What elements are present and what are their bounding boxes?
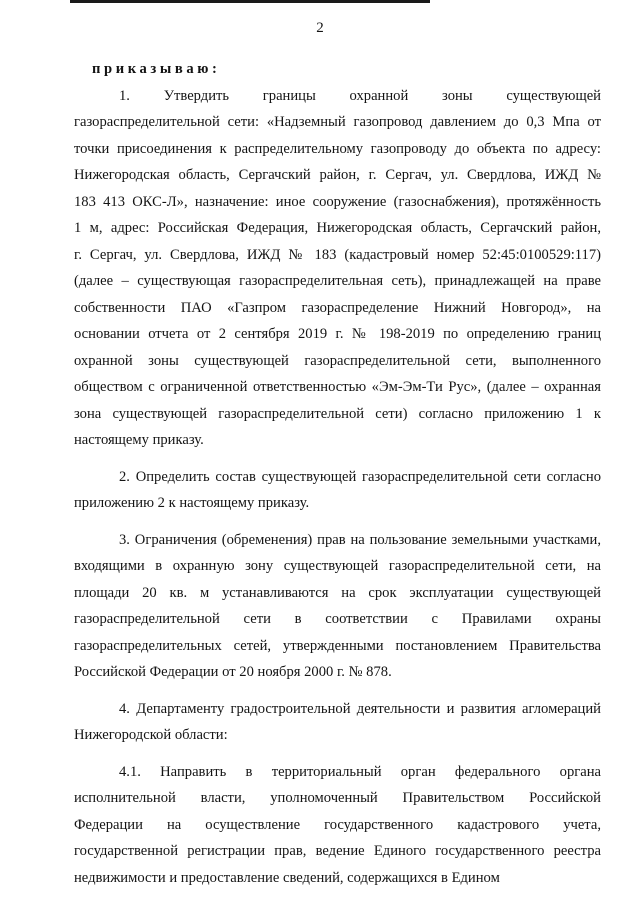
text-line: исполнительной власти, уполномоченный Правительством Российской [74,790,601,806]
text-line: 1 м, адрес: Российская Федерация, Нижегородская область, Сергачский район, [74,220,601,236]
text-line: точки присоединения к распределительному газопроводу до объекта по адресу: [74,140,601,157]
text-line: 4.1. Направить в территориальный орган федерального органа [119,763,601,780]
text-line: Российской Федерации от 20 ноября 2000 г. № 878. [74,664,392,680]
text-line: газораспределительной сети в соответствии с Правилами охраны [74,611,601,627]
text-line: государственной регистрации прав, ведение Единого государственного реестра [74,843,601,859]
text-line: приложению 2 к настоящему приказу. [74,495,310,511]
text-line: собственности ПАО «Газпром газораспределение Нижний Новгород», на [74,299,601,316]
text-line: настоящему приказу. [74,432,204,448]
paragraph-5 [74,759,601,892]
text-line: г. Сергач, ул. Свердлова, ИЖД № 183 (кадастровый номер 52:45:0100529:117) [74,246,601,263]
text-line: Нижегородская область, Сергачский район, г. Сергач, ул. Свердлова, ИЖД № [74,167,601,183]
paragraph-2 [74,464,601,517]
top-edge-rule [70,0,430,3]
text-line: основании отчета от 2 сентября 2019 г. № 198-2019 по определению границ [74,326,601,342]
paragraph-list [74,83,601,892]
text-line: 1. Утвердить границы охранной зоны существующей [119,87,601,104]
text-line: (далее – существующая газораспределительная сеть), принадлежащей на праве [74,273,601,289]
text-line: обществом с ограниченной ответственностью «Эм-Эм-Ти Рус», (далее – охранная [74,379,601,395]
text-line: площади 20 кв. м устанавливаются на срок эксплуатации существующей [74,584,601,601]
text-line: 3. Ограничения (обременения) прав на пользование земельными участками, [119,531,601,548]
text-line: Федерации на осуществление государственного кадастрового учета, [74,816,601,833]
paragraph-3 [74,527,601,686]
document-body [74,56,601,891]
order-heading [74,56,601,83]
text-line: входящими в охранную зону существующей газораспределительной сети, на [74,558,601,574]
text-line: 4. Департаменту градостроительной деятельности и развития агломераций [119,700,601,717]
paragraph-4 [74,696,601,749]
text-line: зона существующей газораспределительной сети) согласно приложению 1 к [74,405,601,422]
text-line: 2. Определить состав существующей газораспределительной сети согласно [119,468,601,485]
order-word: приказываю: [92,61,221,77]
paragraph-1 [74,83,601,454]
text-line: газораспределительной сети: «Надземный газопровод давлением до 0,3 Мпа от [74,114,601,130]
text-line: охранной зоны существующей газораспределительной сети, выполненного [74,352,601,369]
text-line: 183 413 ОКС-Л», назначение: иное сооружение (газоснабжения), протяжённость [74,193,601,210]
page-number: 2 [316,20,324,36]
text-line: недвижимости и предоставление сведений, содержащихся в Едином [74,869,500,886]
text-line: Нижегородской области: [74,727,228,743]
text-line: газораспределительных сетей, утвержденными постановлением Правительства [74,637,601,654]
